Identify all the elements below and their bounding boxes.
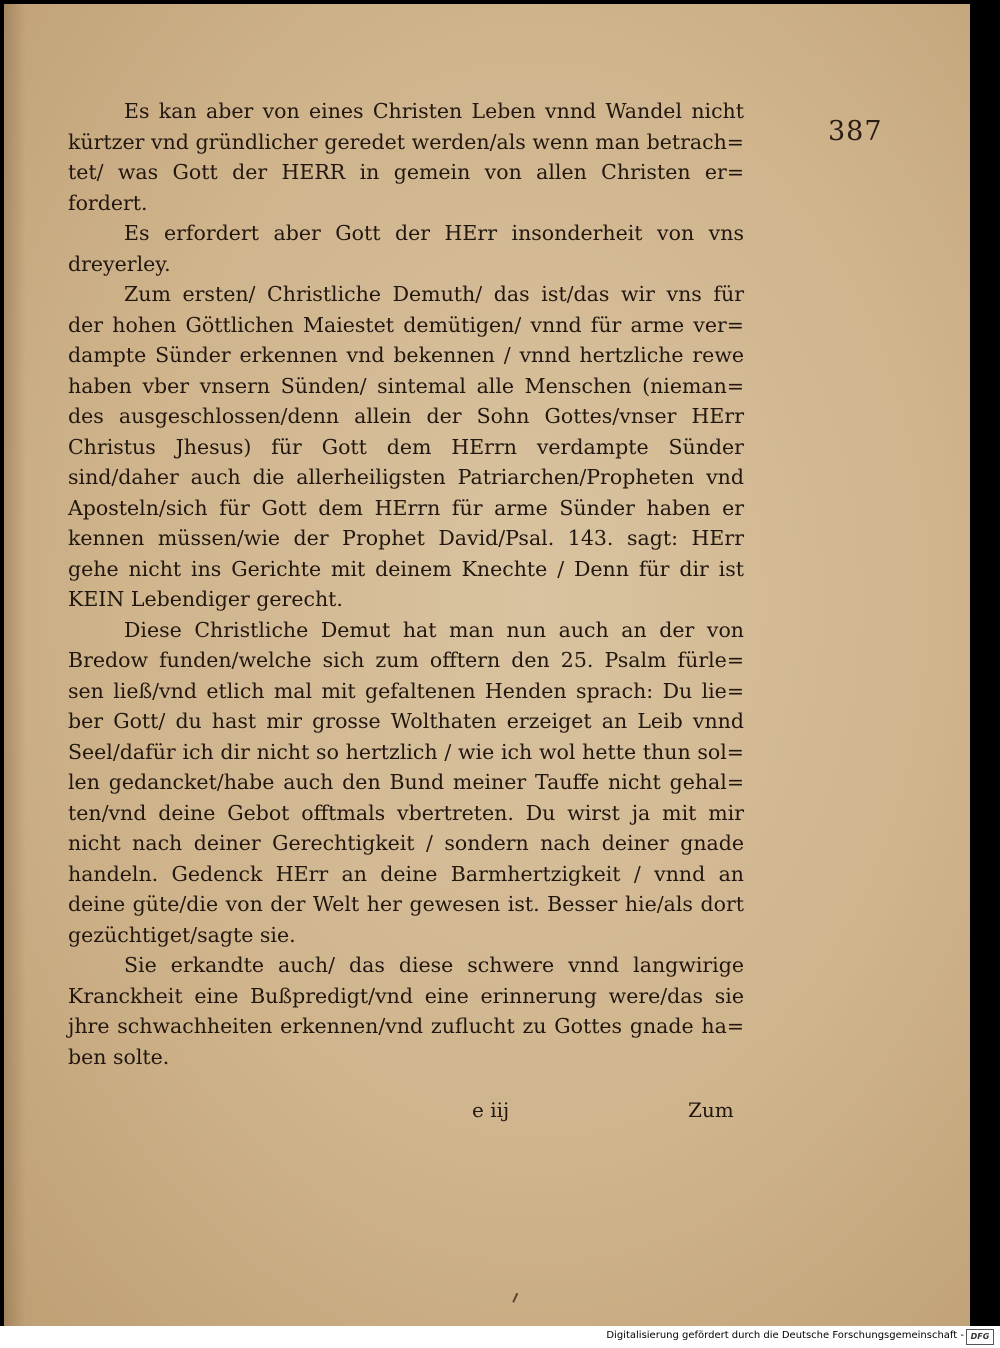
text-line: Aposteln/sich für Gott dem HErrn für arme Sünder haben er (68, 495, 744, 520)
text-line: sind/daher auch die allerheiligsten Patriarchen/Propheten vnd (68, 465, 744, 489)
signature-mark: e iij (472, 1098, 510, 1122)
text-line: sen ließ/vnd etlich mal mit gefaltenen Henden sprach: Du lie= (68, 678, 744, 703)
book-page (4, 4, 970, 1326)
text-line: tet/ was Gott der HERR in gemein von allen Christen er= (68, 160, 744, 184)
text-line: Christus Jhesus) für Gott dem HErrn verdampte Sünder (68, 434, 744, 459)
text-line: der hohen Göttlichen Maiestet demütigen/ vnnd für arme ver= (68, 312, 744, 337)
text-line: Sie erkandte auch/ das diese schwere vnnd langwirige (124, 953, 744, 977)
text-line: gehe nicht ins Gerichte mit deinem Knechte / Denn für dir ist (68, 556, 744, 581)
text-line: Kranckheit eine Bußpredigt/vnd eine erinnerung were/das sie (68, 983, 744, 1008)
text-line: kürtzer vnd gründlicher geredet werden/als wenn man betrach= (68, 129, 744, 154)
text-line: des ausgeschlossen/denn allein der Sohn Gottes/vnser HErr (68, 404, 744, 428)
text-line: ben solte. (68, 1044, 170, 1069)
ink-speck (512, 1293, 523, 1305)
text-line: dreyerley. (68, 251, 171, 276)
text-line: KEIN Lebendiger gerecht. (68, 587, 343, 611)
text-line: Es erfordert aber Gott der HErr insonderheit von vns (124, 221, 744, 245)
text-line: fordert. (68, 190, 148, 215)
dfg-logo: DFG (966, 1329, 994, 1345)
text-line: gezüchtiget/sagte sie. (68, 922, 296, 947)
text-line: Bredow funden/welche sich zum offtern den 25. Psalm fürle= (68, 648, 744, 672)
text-line: ber Gott/ du hast mir grosse Wolthaten erzeiget an Leib vnnd (68, 709, 744, 733)
text-line: Seel/dafür ich dir nicht so hertzlich / wie ich wol hette thun sol= (68, 739, 744, 764)
catchword: Zum (688, 1098, 734, 1122)
page-gutter-shadow (4, 4, 26, 1326)
body-text (68, 96, 744, 1072)
text-line: deine güte/die von der Welt her gewesen ist. Besser hie/als dort (68, 892, 744, 916)
text-line: nicht nach deiner Gerechtigkeit / sondern nach deiner gnade (68, 831, 744, 855)
page-number: 387 (828, 116, 883, 147)
text-line: ten/vnd deine Gebot offtmals vbertreten. Du wirst ja mit mir (68, 800, 744, 825)
footer-bar (0, 1326, 1000, 1348)
text-line: len gedancket/habe auch den Bund meiner Tauffe nicht gehal= (68, 770, 744, 794)
text-line: Diese Christliche Demut hat man nun auch an der von (124, 617, 744, 642)
text-line: haben vber vnsern Sünden/ sintemal alle Menschen (nieman= (68, 373, 744, 398)
text-line: dampte Sünder erkennen vnd bekennen / vnnd hertzliche rewe (68, 343, 744, 367)
text-line: kennen müssen/wie der Prophet David/Psal. 143. sagt: HErr (68, 526, 744, 550)
text-line: jhre schwachheiten erkennen/vnd zuflucht zu Gottes gnade ha= (68, 1014, 744, 1038)
text-line: handeln. Gedenck HErr an deine Barmhertzigkeit / vnnd an (68, 861, 744, 886)
footer-credit: Digitalisierung gefördert durch die Deutsche Forschungsgemeinschaft - (606, 1330, 964, 1341)
text-line: Zum ersten/ Christliche Demuth/ das ist/das wir vns für (124, 282, 744, 306)
text-line: Es kan aber von eines Christen Leben vnnd Wandel nicht (124, 99, 744, 123)
